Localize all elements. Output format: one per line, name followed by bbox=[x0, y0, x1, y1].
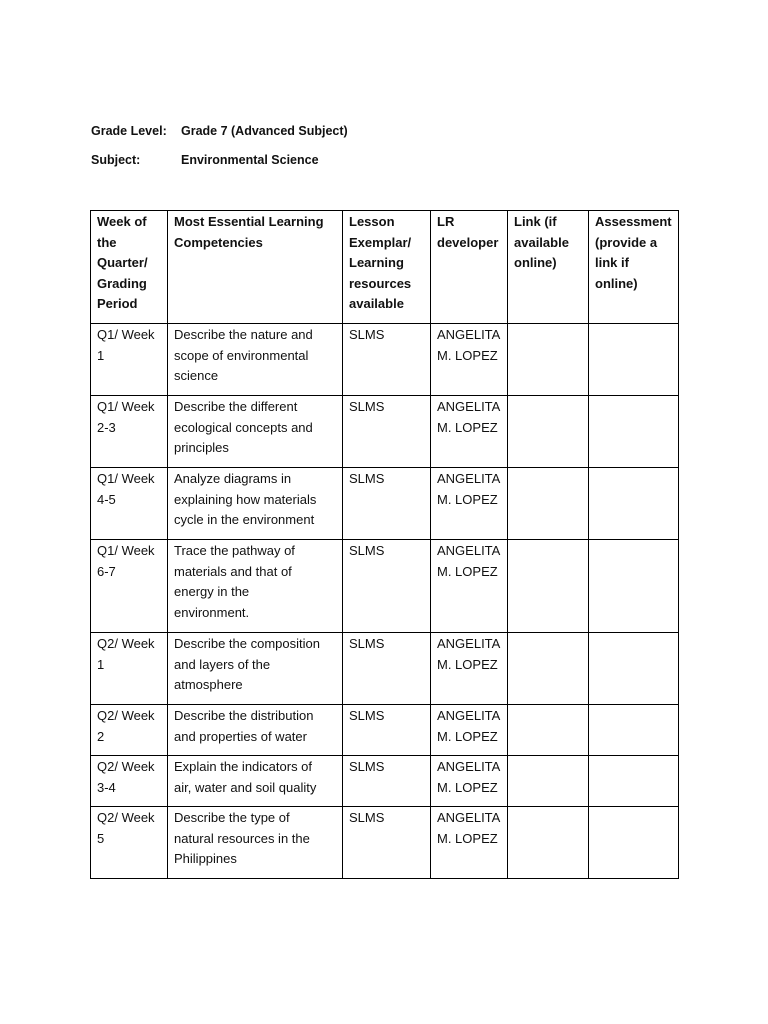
assessment-cell bbox=[589, 633, 679, 705]
week-cell: Q1/ Week 2-3 bbox=[91, 396, 168, 468]
assessment-cell bbox=[589, 756, 679, 807]
column-header-lesson-exemplar: Lesson Exemplar/ Learning resources available bbox=[343, 211, 431, 324]
assessment-cell bbox=[589, 807, 679, 879]
resource-cell: SLMS bbox=[343, 633, 431, 705]
developer-cell: ANGELITA M. LOPEZ bbox=[431, 324, 508, 396]
resource-cell: SLMS bbox=[343, 807, 431, 879]
competency-cell: Describe the distribution and properties of water bbox=[168, 705, 343, 756]
competency-cell: Trace the pathway of materials and that of energy in the environment. bbox=[168, 540, 343, 633]
grade-level-label: Grade Level: bbox=[91, 124, 167, 138]
link-cell bbox=[508, 807, 589, 879]
week-cell: Q1/ Week 1 bbox=[91, 324, 168, 396]
assessment-cell bbox=[589, 396, 679, 468]
table-row bbox=[91, 468, 679, 540]
resource-cell: SLMS bbox=[343, 756, 431, 807]
developer-cell: ANGELITA M. LOPEZ bbox=[431, 705, 508, 756]
grade-level-value: Grade 7 (Advanced Subject) bbox=[181, 124, 348, 138]
developer-cell: ANGELITA M. LOPEZ bbox=[431, 396, 508, 468]
table-row bbox=[91, 633, 679, 705]
subject-label: Subject: bbox=[91, 153, 141, 167]
developer-cell: ANGELITA M. LOPEZ bbox=[431, 756, 508, 807]
link-cell bbox=[508, 756, 589, 807]
column-header-link: Link (if available online) bbox=[508, 211, 589, 324]
competency-cell: Describe the nature and scope of environmental science bbox=[168, 324, 343, 396]
resource-cell: SLMS bbox=[343, 396, 431, 468]
assessment-cell bbox=[589, 540, 679, 633]
competency-cell: Describe the composition and layers of the atmosphere bbox=[168, 633, 343, 705]
link-cell bbox=[508, 633, 589, 705]
week-cell: Q1/ Week 6-7 bbox=[91, 540, 168, 633]
resource-cell: SLMS bbox=[343, 324, 431, 396]
competency-table bbox=[90, 210, 679, 879]
developer-cell: ANGELITA M. LOPEZ bbox=[431, 633, 508, 705]
competency-cell: Describe the different ecological concepts and principles bbox=[168, 396, 343, 468]
week-cell: Q2/ Week 1 bbox=[91, 633, 168, 705]
table-row bbox=[91, 396, 679, 468]
table-row bbox=[91, 324, 679, 396]
week-cell: Q2/ Week 2 bbox=[91, 705, 168, 756]
table-header-row bbox=[91, 211, 679, 324]
column-header-week: Week of the Quarter/ Grading Period bbox=[91, 211, 168, 324]
link-cell bbox=[508, 396, 589, 468]
competency-cell: Describe the type of natural resources in the Philippines bbox=[168, 807, 343, 879]
resource-cell: SLMS bbox=[343, 468, 431, 540]
subject-value: Environmental Science bbox=[181, 153, 319, 167]
table-row bbox=[91, 705, 679, 756]
competency-cell: Explain the indicators of air, water and soil quality bbox=[168, 756, 343, 807]
link-cell bbox=[508, 705, 589, 756]
link-cell bbox=[508, 540, 589, 633]
resource-cell: SLMS bbox=[343, 540, 431, 633]
week-cell: Q2/ Week 5 bbox=[91, 807, 168, 879]
link-cell bbox=[508, 324, 589, 396]
column-header-competencies: Most Essential Learning Competencies bbox=[168, 211, 343, 324]
developer-cell: ANGELITA M. LOPEZ bbox=[431, 807, 508, 879]
table-row bbox=[91, 540, 679, 633]
developer-cell: ANGELITA M. LOPEZ bbox=[431, 468, 508, 540]
week-cell: Q2/ Week 3-4 bbox=[91, 756, 168, 807]
column-header-lr-developer: LR developer bbox=[431, 211, 508, 324]
assessment-cell bbox=[589, 324, 679, 396]
link-cell bbox=[508, 468, 589, 540]
table-row bbox=[91, 756, 679, 807]
week-cell: Q1/ Week 4-5 bbox=[91, 468, 168, 540]
developer-cell: ANGELITA M. LOPEZ bbox=[431, 540, 508, 633]
table-row bbox=[91, 807, 679, 879]
assessment-cell bbox=[589, 468, 679, 540]
assessment-cell bbox=[589, 705, 679, 756]
resource-cell: SLMS bbox=[343, 705, 431, 756]
competency-cell: Analyze diagrams in explaining how materials cycle in the environment bbox=[168, 468, 343, 540]
column-header-assessment: Assessment (provide a link if online) bbox=[589, 211, 679, 324]
